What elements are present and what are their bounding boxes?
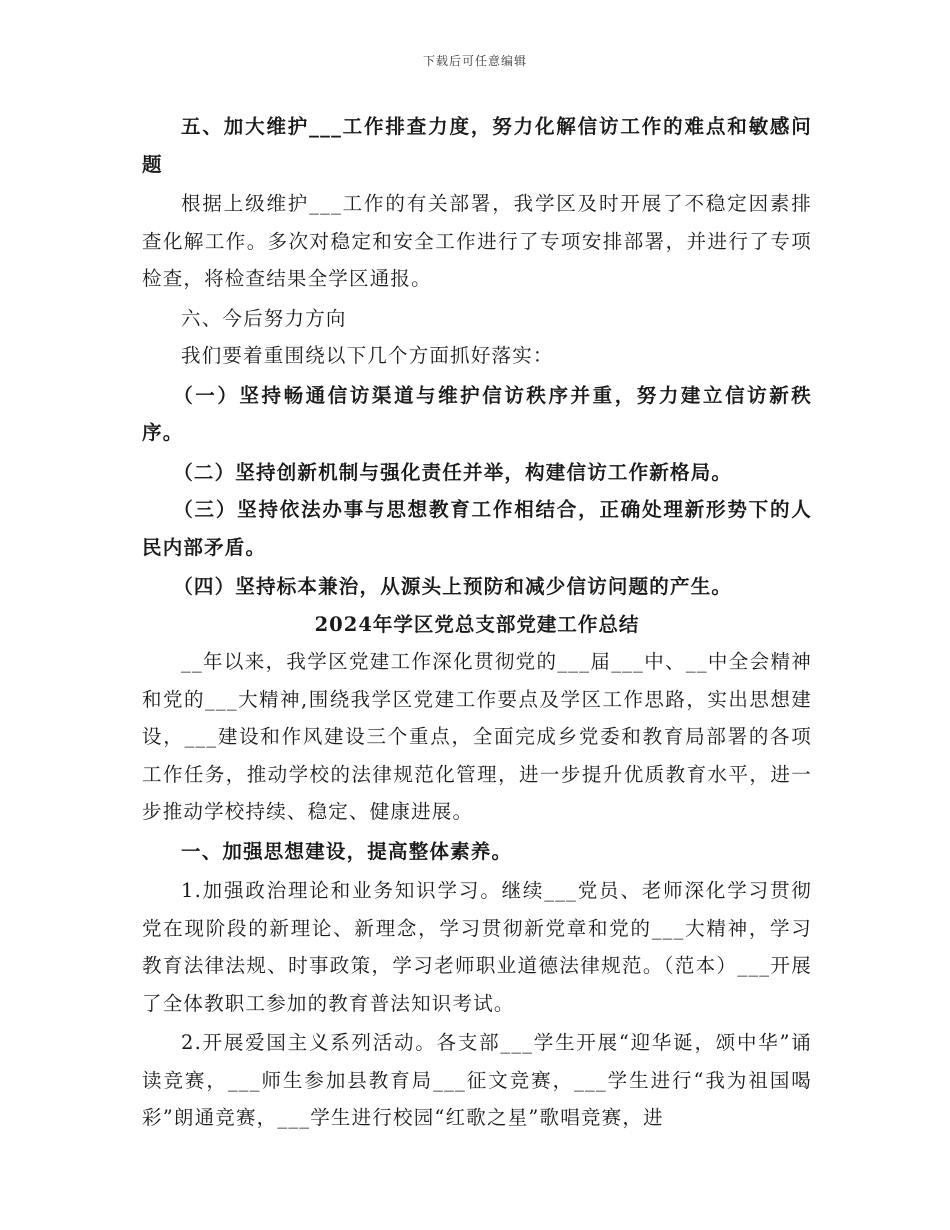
direction-item-3: （三）坚持依法办事与思想教育工作相结合，正确处理新形势下的人民内部矛盾。 <box>142 498 812 559</box>
header-note: 下载后可任意编辑 <box>422 54 527 68</box>
section-five-body: 根据上级维护___工作的有关部署，我学区及时开展了不稳定因素排查化解工作。多次对稳定和安全工作进行了专项安排部署，并进行了专项检查，将检查结果全学区通报。 <box>142 192 812 290</box>
part-one-item-2: 2.开展爱国主义系列活动。各支部___学生开展“迎华诞，颂中华”诵读竞赛，___师生参加县教育局___征文竞赛，___学生进行“我为祖国喝彩”朗通竞赛，___学生进行校园“红歌之星”歌唱竞赛，进 <box>142 1031 812 1129</box>
section-five-heading: 五、加大维护___工作排查力度，努力化解信访工作的难点和敏感问题 <box>142 115 812 176</box>
part-one-heading: 一、加强思想建设，提高整体素养。 <box>181 839 513 863</box>
document-body <box>142 108 812 1137</box>
section-six-heading: 六、今后努力方向 <box>181 306 347 330</box>
section-six-intro: 我们要着重围绕以下几个方面抓好落实： <box>181 344 554 367</box>
direction-item-1: （一）坚持畅通信访渠道与维护信访秩序并重，努力建立信访新秩序。 <box>142 383 812 444</box>
document-title: 2024年学区党总支部党建工作总结 <box>314 612 640 636</box>
part-one-item-1: 1.加强政治理论和业务知识学习。继续___党员、老师深化学习贯彻党在现阶段的新理论、新理念，学习贯彻新党章和党的___大精神，学习教育法律法规、时事政策，学习老师职业道德法律规范。（范本）___开展了全体教职工参加的教育普法知识考试。 <box>142 879 812 1015</box>
summary-intro: __年以来，我学区党建工作深化贯彻党的___届___中、__中全会精神和党的___大精神,围绕我学区党建工作要点及学区工作思路，实出思想建设，___建设和作风建设三个重点，全面完成乡党委和教育局部署的各项工作任务，推动学校的法律规范化管理，进一步提升优质教育水平，进一步推动学校持续、稳定、健康进展。 <box>142 650 812 823</box>
direction-item-4: （四）坚持标本兼治，从源头上预防和减少信访问题的产生。 <box>173 575 733 598</box>
direction-item-2: （二）坚持创新机制与强化责任并举，构建信访工作新格局。 <box>173 460 733 484</box>
